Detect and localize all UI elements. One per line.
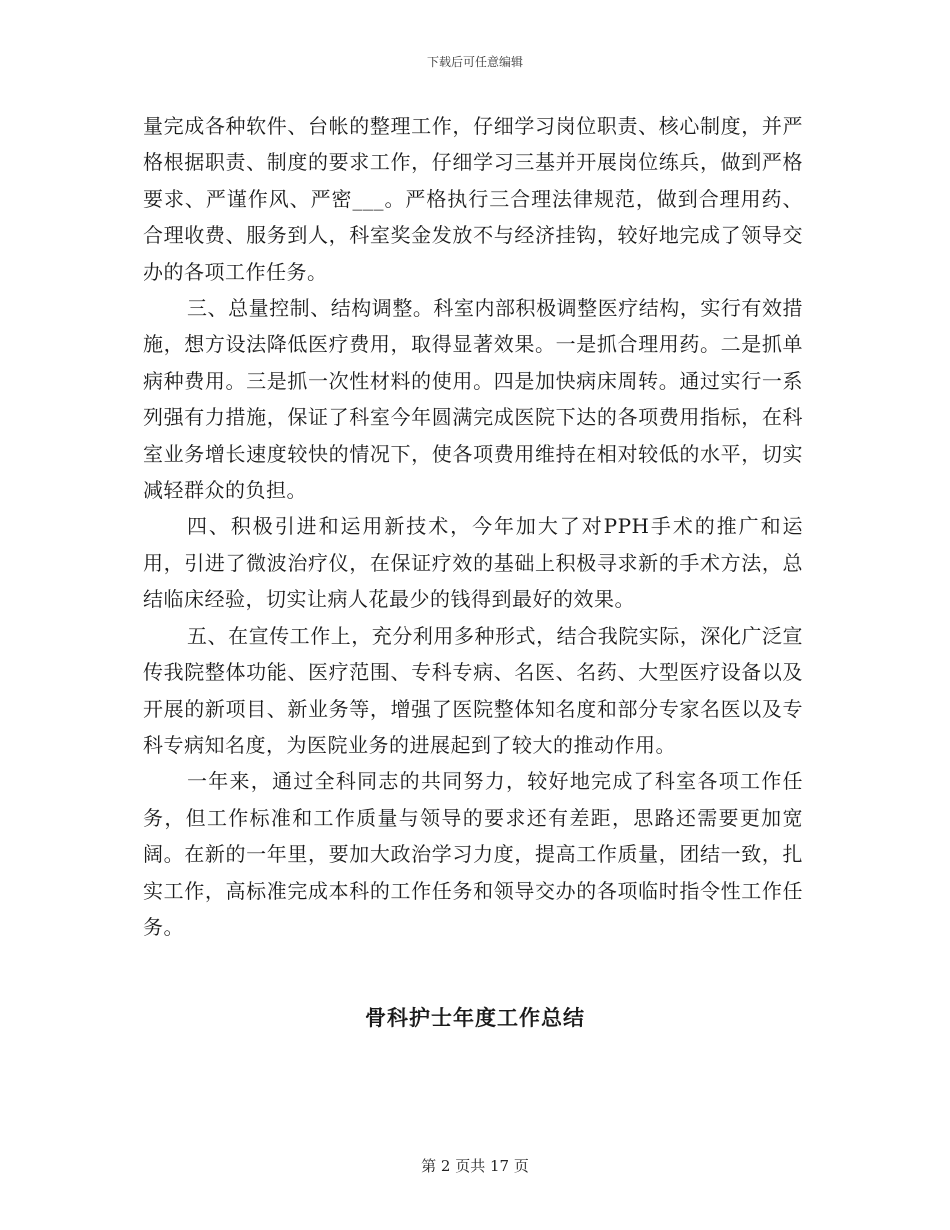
header-note: 下载后可任意编辑: [426, 55, 523, 69]
page-number: 第 2 页共 17 页: [421, 1157, 529, 1175]
paragraph-section-3: 三、总量控制、结构调整。科室内部积极调整医疗结构，实行有效措施，想方设法降低医疗费用，取得显著效果。一是抓合理用药。二是抓单病种费用。三是抓一次性材料的使用。四是加快病床周转。通过实行一系列强有力措施，保证了科室今年圆满完成医院下达的各项费用指标，在科室业务增长速度较快的情况下，使各项费用维持在相对较低的水平，切实减轻群众的负担。: [143, 296, 803, 503]
document-title: 骨科护士年度工作总结: [365, 1005, 585, 1030]
paragraph-continuation: 量完成各种软件、台帐的整理工作，仔细学习岗位职责、核心制度，并严格根据职责、制度的要求工作，仔细学习三基并开展岗位练兵，做到严格要求、严谨作风、严密___。严格执行三合理法律规范，做到合理用药、合理收费、服务到人，科室奖金发放不与经济挂钩，较好地完成了领导交办的各项工作任务。: [143, 114, 803, 284]
paragraph-section-5: 五、在宣传工作上，充分利用多种形式，结合我院实际，深化广泛宣传我院整体功能、医疗范围、专科专病、名医、名药、大型医疗设备以及开展的新项目、新业务等，增强了医院整体知名度和部分专家名医以及专科专病知名度，为医院业务的进展起到了较大的推动作用。: [143, 623, 803, 757]
paragraph-conclusion: 一年来，通过全科同志的共同努力，较好地完成了科室各项工作任务，但工作标准和工作质量与领导的要求还有差距，思路还需要更加宽阔。在新的一年里，要加大政治学习力度，提高工作质量，团结一致，扎实工作，高标准完成本科的工作任务和领导交办的各项临时指令性工作任务。: [143, 769, 803, 939]
document-body: [143, 108, 803, 945]
paragraph-section-4: 四、积极引进和运用新技术，今年加大了对PPH手术的推广和运用，引进了微波治疗仪，在保证疗效的基础上积极寻求新的手术方法，总结临床经验，切实让病人花最少的钱得到最好的效果。: [143, 514, 803, 612]
